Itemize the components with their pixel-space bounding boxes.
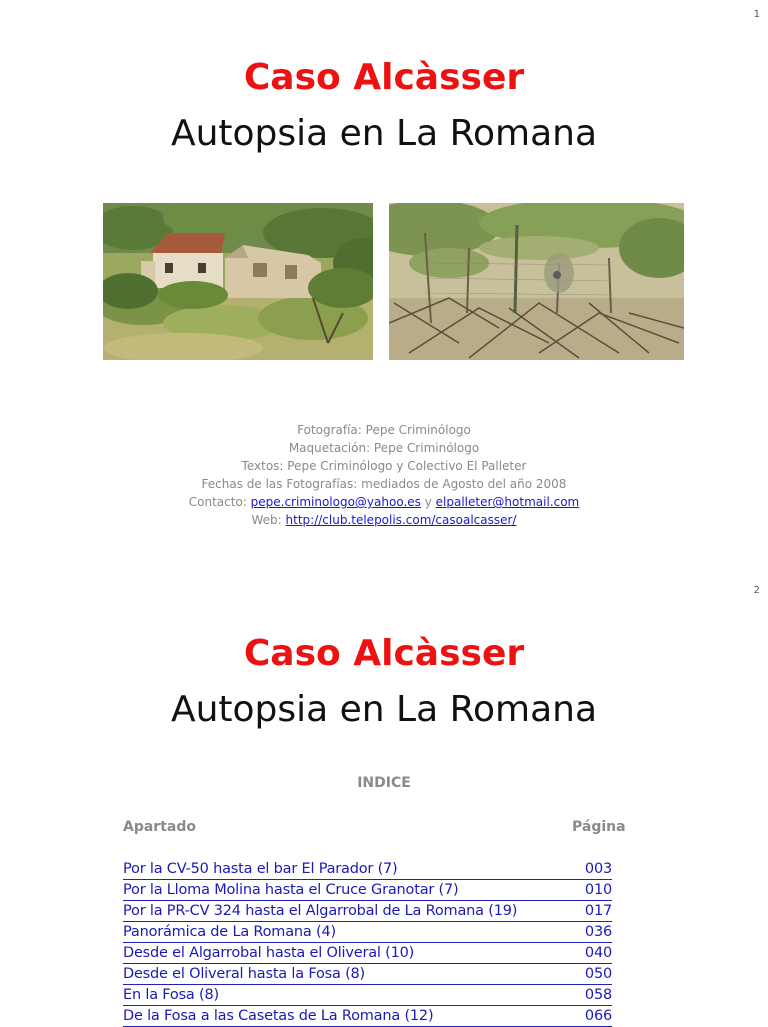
texts-credit: Textos: Pepe Criminólogo y Colectivo El Palleter xyxy=(241,459,527,473)
toc-entry-label: De la Fosa a las Casetas de La Romana (12) xyxy=(123,1008,434,1024)
contact-line xyxy=(0,493,768,511)
toc-entry-link[interactable] xyxy=(123,880,612,901)
document-subtitle: Autopsia en La Romana xyxy=(170,689,598,730)
toc-entry-link[interactable] xyxy=(123,859,612,880)
toc-entry-link[interactable] xyxy=(123,922,612,943)
layout-credit: Maquetación: Pepe Criminólogo xyxy=(288,441,480,455)
column-header-section: Apartado xyxy=(123,819,196,835)
toc-entry-link[interactable] xyxy=(123,964,612,985)
column-header-page: Página xyxy=(572,819,626,835)
toc-entry-page: 003 xyxy=(584,861,612,877)
contact-email-link-2[interactable]: elpalleter@hotmail.com xyxy=(435,495,580,509)
toc-entry-page: 058 xyxy=(584,987,612,1003)
credits-block xyxy=(0,421,768,529)
toc-entry-link[interactable] xyxy=(123,943,612,964)
contact-label: Contacto: xyxy=(188,495,251,509)
toc-entry-page: 010 xyxy=(584,882,612,898)
contact-joiner: y xyxy=(420,495,436,509)
toc-entry-label: En la Fosa (8) xyxy=(123,987,219,1003)
photo-credit: Fotografía: Pepe Criminólogo xyxy=(297,423,471,437)
index-heading: INDICE xyxy=(357,775,411,791)
ruined-farmhouse-photo xyxy=(103,203,373,360)
page-number: 2 xyxy=(753,585,760,596)
document-subtitle: Autopsia en La Romana xyxy=(170,113,598,154)
web-line xyxy=(0,511,768,529)
toc-entry-link[interactable] xyxy=(123,985,612,1006)
toc-entry-page: 017 xyxy=(584,903,612,919)
toc-entry-label: Por la PR-CV 324 hasta el Algarrobal de La Romana (19) xyxy=(123,903,518,919)
document-title: Caso Alcàsser xyxy=(243,57,525,98)
toc-entry-page: 040 xyxy=(584,945,612,961)
toc-entry-label: Panorámica de La Romana (4) xyxy=(123,924,336,940)
toc-entry-label: Por la CV-50 hasta el bar El Parador (7) xyxy=(123,861,398,877)
toc-entry-label: Desde el Oliveral hasta la Fosa (8) xyxy=(123,966,366,982)
toc-entry-page: 036 xyxy=(584,924,612,940)
document-page-2 xyxy=(0,576,768,1024)
toc-entry-label: Por la Lloma Molina hasta el Cruce Granotar (7) xyxy=(123,882,459,898)
toc-entry-label: Desde el Algarrobal hasta el Oliveral (10) xyxy=(123,945,415,961)
toc-entry-page: 066 xyxy=(584,1008,612,1024)
web-url-link[interactable]: http://club.telepolis.com/casoalcasser/ xyxy=(285,513,517,527)
photo-dates: Fechas de las Fotografías: mediados de Agosto del año 2008 xyxy=(201,477,567,491)
contact-email-link-1[interactable]: pepe.criminologo@yahoo.es xyxy=(250,495,421,509)
toc-entry-page: 050 xyxy=(584,966,612,982)
page-number: 1 xyxy=(753,9,760,20)
toc-entry-link[interactable] xyxy=(123,901,612,922)
web-label: Web: xyxy=(251,513,286,527)
fenced-pit-photo xyxy=(389,203,684,360)
table-of-contents xyxy=(123,859,612,1027)
document-title: Caso Alcàsser xyxy=(243,633,525,674)
